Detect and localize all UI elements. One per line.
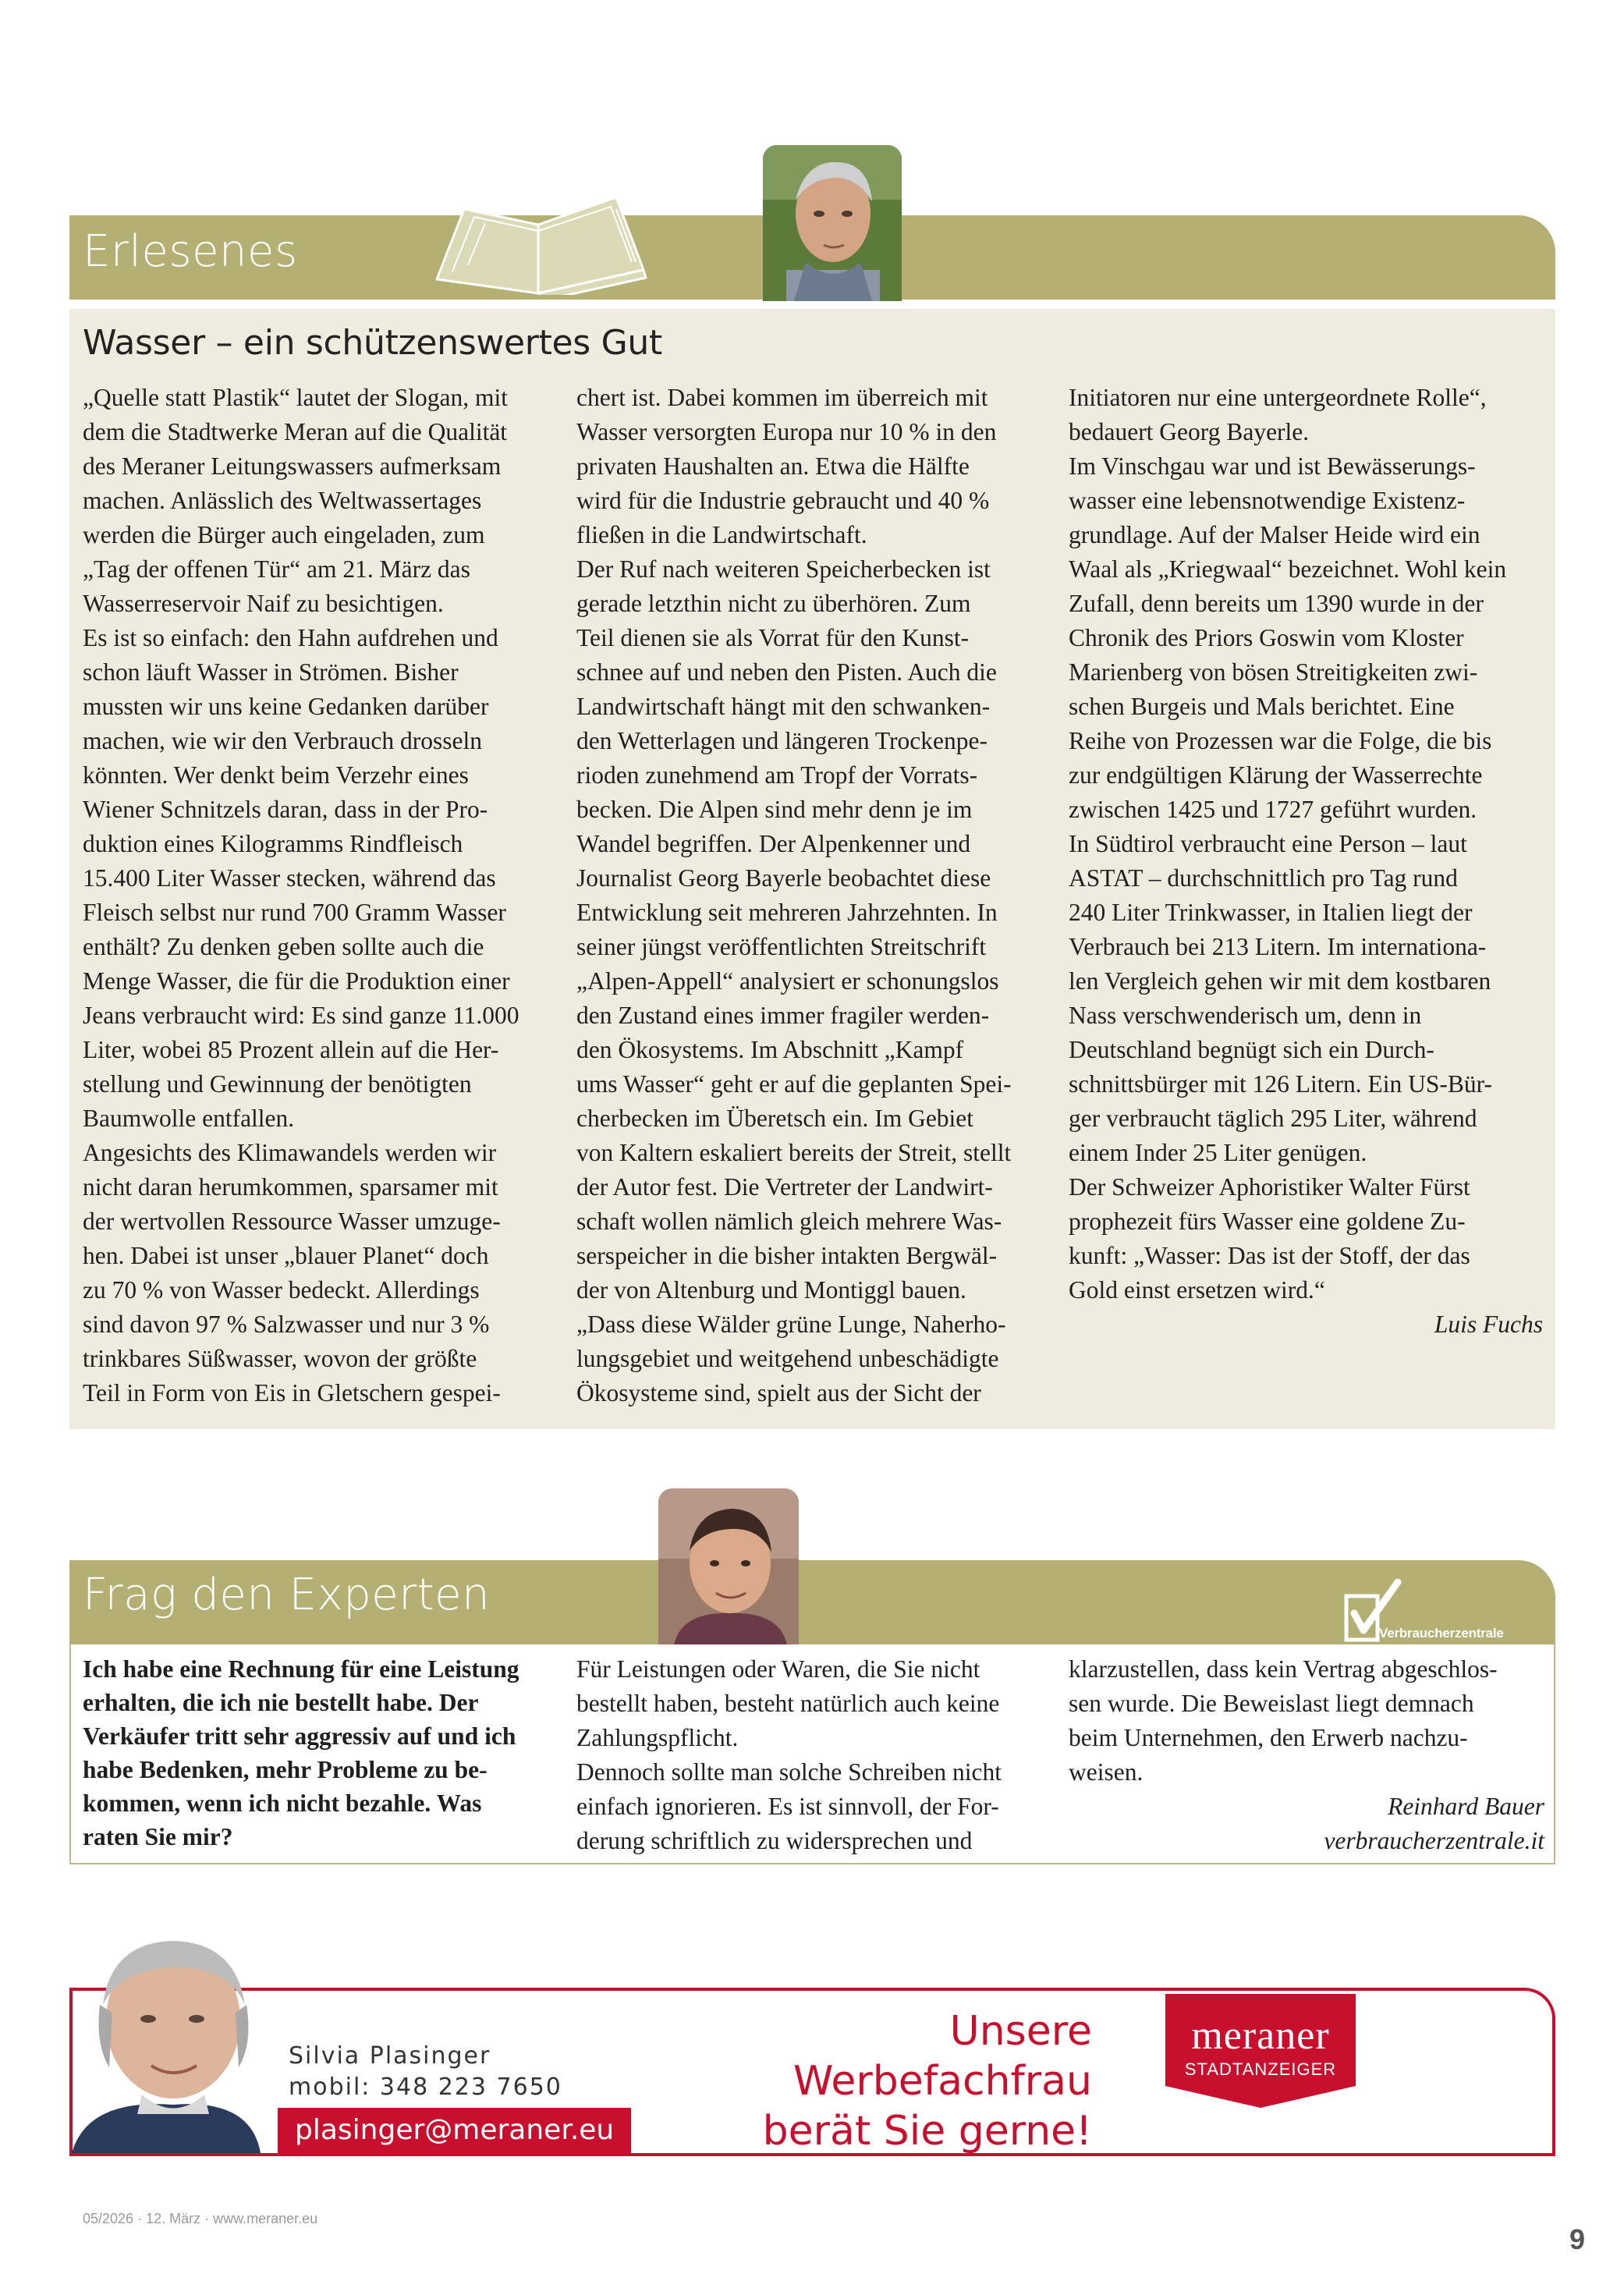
article-column-3 bbox=[1069, 381, 1544, 1342]
expert-photo-reinhard-bauer bbox=[658, 1488, 799, 1644]
experten-answer-col2-text: Für Leistungen oder Waren, die Sie nicht bestellt haben, besteht natürlich auch keine Zahlungspflicht. Dennoch sollte man solche Schreiben nicht einfach ignorieren. Es ist sinnvoll, der For- derung schriftlich zu widersprechen und bbox=[576, 1655, 1002, 1854]
experten-answer-col3-text: klarzustellen, dass kein Vertrag abgeschlos- sen wurde. Die Beweislast liegt demnach beim Unternehmen, den Erwerb nachzu- weisen. bbox=[1069, 1655, 1498, 1786]
article-author: Luis Fuchs bbox=[1434, 1311, 1543, 1338]
advertiser-name: Silvia Plasinger bbox=[289, 2042, 491, 2070]
advertiser-photo bbox=[72, 1927, 261, 2153]
meraner-logo bbox=[1165, 1994, 1356, 2108]
article-column-1 bbox=[83, 381, 558, 1410]
book-icon bbox=[421, 178, 655, 295]
article-column-1-text: „Quelle statt Plastik“ lautet der Slogan, mit dem die Stadtwerke Meran auf die Qualität des Meraner Leitungswassers aufmerksam machen. Anlässlich des Weltwassertages werden die Bürger auch eingeladen, zum „Tag der offenen Tür“ am 21. März das Wasserreservoir Naif zu besichtigen. Es ist so einfach: den Hahn aufdrehen und schon läuft Wasser in Strömen. Bisher mussten wir uns keine Gedanken darüber machen, wie wir den Verbrauch drosseln könnten. Wer denkt beim Verzehr eines Wiener Schnitzels daran, dass in der Pro- duktion eines Kilogramms Rindfleisch 15.400 Liter Wasser stecken, während das Fleisch selbst nur rund 700 Gramm Wasser enthält? Zu denken geben sollte auch die Menge Wasser, die für die Produktion einer Jeans verbraucht wird: Es sind ganze 11.000 Liter, wobei 85 Prozent allein auf die Her- stellung und Gewinnung der benötigten Baumwolle entfallen. Angesichts des Klimawandels werden wir nicht daran herumkommen, sparsamer mit der wertvollen Ressource Wasser umzuge- hen. Dabei ist unser „blauer Planet“ doch zu 70 % von Wasser bedeckt. Allerdings sind davon 97 % Salzwasser und nur 3 % trinkbares Süßwasser, wovon der größte Teil in Form von Eis in Gletschern gespei- bbox=[83, 384, 519, 1407]
page-number: 9 bbox=[1569, 2223, 1586, 2255]
ad-slogan-line-1: Unsere Werbefachfrau bbox=[793, 2008, 1092, 2105]
experten-author: Reinhard Bauer bbox=[1388, 1793, 1544, 1820]
erlesenes-section-title: Erlesenes bbox=[83, 226, 298, 277]
experten-question: Ich habe eine Rechnung für eine Leistung erhalten, die ich nie bestellt habe. Der Verkäufer tritt sehr aggressiv auf und ich habe Bedenken, mehr Probleme zu be- kommen, wenn ich nicht bezahle. Was raten Sie mir? bbox=[83, 1655, 519, 1850]
meraner-logo-main: meraner bbox=[1191, 2013, 1330, 2058]
meraner-logo-sub: STADTANZEIGER bbox=[1184, 2059, 1337, 2079]
article-headline: Wasser – ein schützenswertes Gut bbox=[83, 323, 662, 363]
advertiser-email[interactable] bbox=[278, 2108, 631, 2153]
article-column-3-text: Initiatoren nur eine untergeordnete Rolle“, bedauert Georg Bayerle. Im Vinschgau war und ist Bewässerungs- wasser eine lebensnotwendige Existenz- grundlage. Auf der Malser Heide wird ein Waal als „Kriegwaal“ bezeichnet. Wohl kein Zufall, denn bereits um 1390 wurde in der Chronik des Priors Goswin vom Kloster Marienberg von bösen Streitigkeiten zwi- schen Burgeis und Mals berichtet. Eine Reihe von Prozessen war die Folge, die bis zur endgültigen Klärung der Wasserrechte zwischen 1425 und 1727 geführt wurden. In Südtirol verbraucht eine Person – laut ASTAT – durchschnittlich pro Tag rund 240 Liter Trinkwasser, in Italien liegt der Verbrauch bei 213 Litern. Im internationa- len Vergleich gehen wir mit dem kostbaren Nass verschwenderisch um, denn in Deutschland begnügt sich ein Durch- schnittsbürger mit 126 Litern. Ein US-Bür- ger verbraucht täglich 295 Liter, während einem Inder 25 Liter genügen. Der Schweizer Aphoristiker Walter Fürst prophezeit fürs Wasser eine goldene Zu- kunft: „Wasser: Das ist der Stoff, der das Gold einst ersetzen wird.“ bbox=[1069, 384, 1507, 1304]
verbraucherzentrale-logo bbox=[1343, 1579, 1523, 1643]
ad-slogan bbox=[640, 2006, 1092, 2156]
experten-answer-column-3 bbox=[1069, 1652, 1544, 1858]
experten-section-title: Frag den Experten bbox=[83, 1570, 491, 1620]
ad-slogan-line-2: berät Sie gerne! bbox=[762, 2108, 1092, 2155]
advertiser-email-text: plasinger@meraner.eu bbox=[295, 2114, 615, 2146]
author-photo-luis-fuchs bbox=[763, 145, 902, 301]
experten-question-column bbox=[83, 1652, 558, 1854]
advertiser-phone: mobil: 348 223 7650 bbox=[289, 2073, 562, 2101]
article-column-2-text: chert ist. Dabei kommen im überreich mit Wasser versorgten Europa nur 10 % in den privaten Haushalten an. Etwa die Hälfte wird für die Industrie gebraucht und 40 % fließen in die Landwirtschaft. Der Ruf nach weiteren Speicherbecken ist gerade letzthin nicht zu überhören. Zum Teil dienen sie als Vorrat für den Kunst- schnee auf und neben den Pisten. Auch die Landwirtschaft hängt mit den schwanken- den Wetterlagen und längeren Trockenpe- rioden zunehmend am Tropf der Vorrats- becken. Die Alpen sind mehr denn je im Wandel begriffen. Der Alpenkenner und Journalist Georg Bayerle beobachtet diese Entwicklung seit mehreren Jahrzehnten. In seiner jüngst veröffentlichten Streitschrift „Alpen-Appell“ analysiert er schonungslos den Zustand eines immer fragiler werden- den Ökosystems. Im Abschnitt „Kampf ums Wasser“ geht er auf die geplanten Spei- cherbecken im Überetsch ein. Im Gebiet von Kaltern eskaliert bereits der Streit, stellt der Autor fest. Die Vertreter der Landwirt- schaft wollen nämlich gleich mehrere Was- serspeicher in die bisher intakten Bergwäl- der von Altenburg und Montiggl bauen. „Dass diese Wälder grüne Lunge, Naherho- lungsgebiet und weitgehend unbeschädigte Ökosysteme sind, spielt aus der Sicht der bbox=[576, 384, 1012, 1407]
footer-meta: 05/2026 · 12. März · www.meraner.eu bbox=[83, 2211, 318, 2226]
article-column-2 bbox=[576, 381, 1052, 1410]
experten-answer-column-2 bbox=[576, 1652, 1052, 1858]
experten-author-site: verbraucherzentrale.it bbox=[1324, 1827, 1544, 1854]
verbraucherzentrale-logo-text: Verbraucherzentrale bbox=[1379, 1626, 1504, 1641]
